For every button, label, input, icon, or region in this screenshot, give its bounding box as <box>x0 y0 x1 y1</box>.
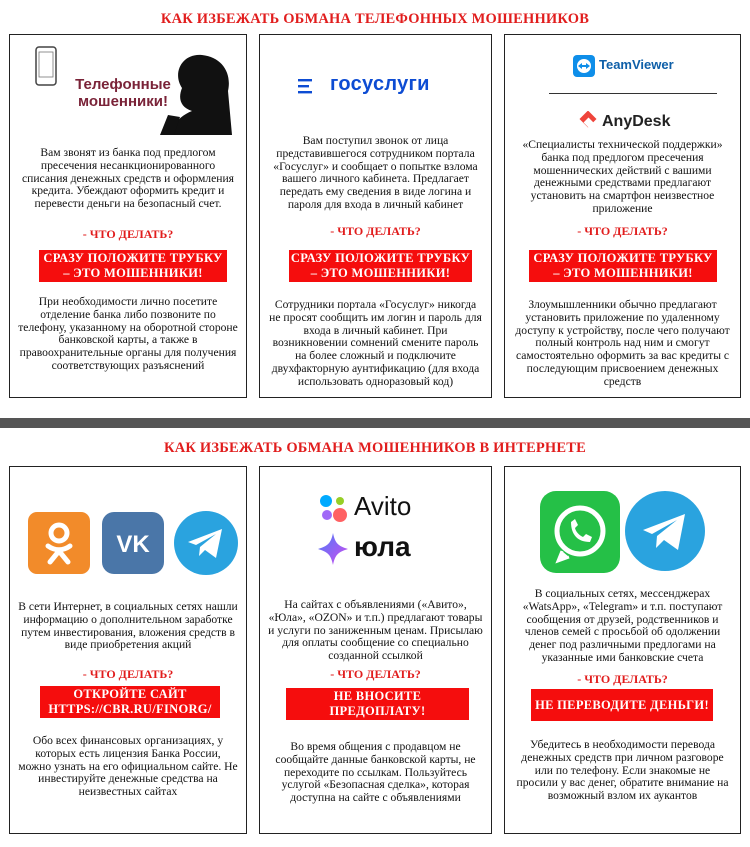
anydesk-logo-text: AnyDesk <box>602 113 671 130</box>
card-advice: Убедитесь в необходимости перевода денежных средств при личном разговоре или по телефону. Если знакомые не просили у вас денег, обратите внимание на возможный взлом их аукантов <box>516 738 729 803</box>
svg-text:VK: VK <box>116 531 150 558</box>
card-advice: Злоумышленники обычно предлагают установить приложение по удаленному доступу к устройству, после чего получают полный контроль над ним и смогут самостоятельно оформить за вас кредиты с последующим присвоением денежных средств <box>515 298 730 388</box>
no-prepayment-action: НЕ ВНОСИТЕ ПРЕДОПЛАТУ! <box>286 688 469 720</box>
card-description: «Специалисты технической поддержки» банка под предлогом пресечения мошеннических действий с вашими денежными средствами предлагают установить на смартфон неизвестное приложение <box>522 138 723 215</box>
investment-fraud-card <box>9 466 247 834</box>
section-divider <box>0 418 750 428</box>
internet-fraud-section <box>0 428 750 847</box>
avito-logo <box>318 491 438 527</box>
yula-logo <box>318 533 438 569</box>
avito-logo-text: Avito <box>354 491 412 521</box>
phone-fraud-card <box>9 34 247 398</box>
avito-icon <box>318 493 348 523</box>
hang-up-action: СРАЗУ ПОЛОЖИТЕ ТРУБКУ – ЭТО МОШЕННИКИ! <box>529 250 717 282</box>
gosuslugi-logo-text: госуслуги <box>330 73 430 95</box>
card-advice: При необходимости лично посетите отделение банка либо позвоните по телефону, указанному на оборотной стороне банковской карты, а также в правоохранительные органы для получения соответствующих разъяснений <box>18 295 238 372</box>
phone-scammers-text-1: Телефонные <box>75 76 171 93</box>
telegram-icon <box>174 511 238 575</box>
card-advice: Во время общения с продавцом не сообщайте данные банковской карты, не переходите по ссылкам. Пользуйтесь услугой «Безопасная сделка», которая доступна на сайте с объявлениями <box>275 740 476 805</box>
what-to-do-label: - ЧТО ДЕЛАТЬ? <box>330 224 421 238</box>
vk-icon <box>102 512 164 574</box>
anydesk-logo <box>577 111 697 135</box>
card-description: Вам звонят из банка под предлогом пресечения несанкционированного списания денежных средств и оформления кредита. Убеждают оформить кредит и перевести деньги на безопасный счет. <box>22 146 234 211</box>
gosuslugi-fraud-card <box>259 34 492 398</box>
teamviewer-icon <box>573 55 595 77</box>
what-to-do-label: - ЧТО ДЕЛАТЬ? <box>330 667 421 681</box>
what-to-do-label: - ЧТО ДЕЛАТЬ? <box>82 667 174 681</box>
phone-scammers-text-2: мошенники! <box>78 93 168 110</box>
odnoklassniki-icon <box>28 512 90 574</box>
logo-divider <box>549 93 717 94</box>
card-description: В социальных сетях, мессенджерах «WatsApp», «Telegram» и т.п. поступают сообщения от друзей, родственников и членов семей с просьбой об одолжении денег под различными предлогами на указанные ими банковские счета <box>522 587 723 664</box>
internet-fraud-section-title: КАК ИЗБЕЖАТЬ ОБМАНА МОШЕННИКОВ В ИНТЕРНЕТЕ <box>164 440 586 456</box>
card-advice: Обо всех финансовых организациях, у которых есть лицензия Банка России, можно узнать на его официальном сайте. Не инвестируйте денежные средства на неизвестных сайтах <box>18 734 238 799</box>
phone-fraud-section-title: КАК ИЗБЕЖАТЬ ОБМАНА ТЕЛЕФОННЫХ МОШЕННИКОВ <box>160 11 590 27</box>
whatsapp-icon <box>540 491 620 573</box>
hang-up-action: СРАЗУ ПОЛОЖИТЕ ТРУБКУ – ЭТО МОШЕННИКИ! <box>39 250 227 282</box>
teamviewer-logo <box>573 53 693 79</box>
anydesk-icon <box>577 111 599 133</box>
hang-up-action: СРАЗУ ПОЛОЖИТЕ ТРУБКУ – ЭТО МОШЕННИКИ! <box>290 251 471 280</box>
open-cbr-site-action: ОТКРОЙТЕ САЙТ HTTPS://CBR.RU/FINORG/ <box>40 686 220 718</box>
do-not-transfer-action: НЕ ПЕРЕВОДИТЕ ДЕНЬГИ! <box>531 689 713 721</box>
yula-logo-text: юла <box>354 531 411 562</box>
phone-scammers-logo <box>32 43 232 135</box>
classifieds-fraud-card <box>259 466 492 834</box>
telegram-icon <box>625 491 705 571</box>
card-description: На сайтах с объявлениями («Авито», «Юла», «OZON» и т.п.) предлагают товары и услуги по заниженным ценам. Присылаю для оплаты сообщение со специально созданной ссылкой <box>268 598 483 663</box>
what-to-do-label: - ЧТО ДЕЛАТЬ? <box>577 224 668 238</box>
card-description: Вам поступил звонок от лица представившегося сотрудником портала «Госуслуг» и сообщает о попытке взлома вашего личного кабинета. Предлагает передать ему сведения в виде логина и пароля для входа в личный кабинет <box>273 134 478 211</box>
teamviewer-logo-text: TeamViewer <box>599 57 674 72</box>
phone-fraud-section <box>0 0 750 418</box>
card-advice: Сотрудники портала «Госуслуг» никогда не просят сообщить им логин и пароль для входа в личный кабинет. При возникновении сомнений смените пароль на более сложный и подключите двухфакторную аунтификацию (для входа использовать одноразовый код) <box>269 298 482 388</box>
what-to-do-label: - ЧТО ДЕЛАТЬ? <box>577 672 668 686</box>
remote-access-fraud-card <box>504 34 741 398</box>
what-to-do-label: - ЧТО ДЕЛАТЬ? <box>82 227 174 241</box>
yula-icon <box>318 533 348 565</box>
gosuslugi-icon <box>296 77 316 95</box>
messenger-fraud-card <box>504 466 741 834</box>
card-description: В сети Интернет, в социальных сетях нашли информацию о дополнительном заработке путем инвестирования, вложения средств в виде приобретения акций <box>18 600 238 652</box>
gosuslugi-logo <box>296 73 466 99</box>
